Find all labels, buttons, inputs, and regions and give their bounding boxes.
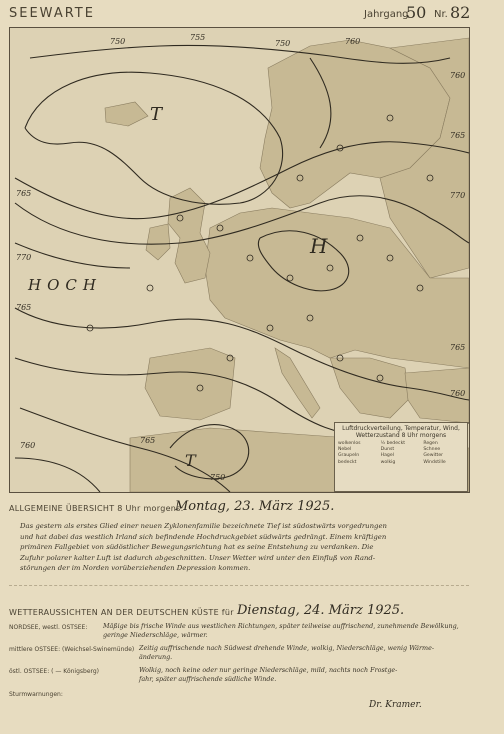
low-pressure-letter-north: T [150, 104, 163, 125]
volume-label: Jahrgang [364, 9, 409, 20]
legend-title-line1: Luftdruckverteilung, Temperatur, Wind, [342, 425, 460, 432]
overview-line: primären Fallgebiet von südöstlicher Bewegungsrichtung hat es seine Entstehung zu verdanken. Die [20, 543, 374, 552]
isobar-label: 755 [190, 33, 206, 42]
forecast-line: Zeitig auffrischende nach Südwest drehende Winde, wolkig, Niederschläge, wenig Wärme- [139, 644, 435, 652]
isobar-label: 765 [450, 343, 466, 352]
forecast-region: Sturmwarnungen: [9, 691, 63, 698]
isobar-label: 765 [450, 131, 466, 140]
iberia [145, 348, 235, 420]
legend-item: Schnee [423, 447, 441, 453]
signature: Dr. Kramer. [369, 700, 422, 710]
overview-line: Zufuhr polarer kalter Luft ist dadurch abgeschnitten. Unser Wetter wird unter den Einfluß von Rand- [20, 553, 376, 562]
legend-item: Dunst [380, 447, 395, 453]
legend-item: Hagel [380, 453, 394, 459]
forecast-line: fahr, später auffrischende südliche Winde. [139, 675, 277, 683]
isobar-label: 760 [450, 71, 466, 80]
overview-date: Montag, 23. März 1925. [175, 499, 335, 514]
forecast-line: Mäßige bis frische Winde aus westlichen Richtungen, später teilweise auffrischend, zunehmende Bewölkung, [103, 622, 459, 630]
isobar-label: 750 [110, 37, 126, 46]
isobar-label: 765 [16, 303, 32, 312]
legend-item: bedeckt [338, 459, 357, 465]
great-britain [168, 188, 210, 283]
isobar-label: 770 [16, 253, 32, 262]
legend-items [335, 439, 467, 468]
legend-title-line2: Wetterzustand 8 Uhr morgens [355, 432, 447, 439]
issue-number: 82 [450, 3, 471, 22]
volume-number: 50 [406, 3, 427, 22]
overview-line: und hat dabei das westlich Irland sich befindende Hochdruckgebiet südwärts gedrängt. Einem kräftigen [20, 532, 387, 541]
isobar-label: 765 [140, 436, 156, 445]
overview-line: Das gestern als erstes Glied einer neuen Zyklonenfamilie bezeichnete Tief ist südostwärts vorgedrungen [20, 522, 387, 530]
legend-item: Regen [423, 441, 438, 446]
forecast-label: WETTERAUSSICHTEN AN DER DEUTSCHEN KÜSTE für [9, 608, 234, 617]
issue-label: Nr. [434, 9, 448, 20]
isobar-line [25, 72, 283, 204]
isobar-line [15, 458, 100, 492]
balkans [330, 358, 410, 418]
station-marker [147, 285, 153, 291]
forecast-text [139, 644, 434, 662]
isobar-label: 760 [20, 441, 36, 450]
forecast-region: NORDSEE, westl. OSTSEE: [9, 624, 88, 631]
legend-item: ½ bedeckt [380, 441, 406, 446]
high-pressure-label: HOCH [28, 276, 102, 294]
overview-line: störungen der im Norden vorüberziehenden Depression kommen. [20, 564, 251, 573]
forecast-region: mittlere OSTSEE: (Weichsel-Swinemünde) [9, 646, 135, 653]
isobar-line [15, 243, 130, 268]
legend-item: Nebel [338, 447, 352, 453]
section-divider [9, 585, 469, 586]
forecast-text [139, 666, 397, 684]
low-pressure-letter-south: T [185, 451, 196, 470]
isobar-label: 750 [275, 39, 291, 48]
overview-text [20, 521, 468, 574]
isobar-label: 750 [210, 473, 226, 482]
high-pressure-letter: H [310, 234, 328, 258]
isobar-label: 760 [450, 389, 466, 398]
map-legend [334, 422, 468, 492]
forecast-line: geringe Niederschläge, wärmer. [103, 631, 208, 639]
iceland [105, 102, 148, 126]
isobar-label: 765 [16, 189, 32, 198]
forecast-region: östl. OSTSEE: ( — Königsberg) [9, 668, 100, 675]
forecast-line: änderung. [139, 653, 173, 661]
overview-label: ALLGEMEINE ÜBERSICHT 8 Uhr morgens: [9, 504, 184, 513]
legend-item: Windstille [423, 459, 446, 465]
publisher-title: SEEWARTE [9, 6, 95, 21]
legend-item: Graupeln [338, 453, 360, 459]
forecast-text [103, 622, 459, 640]
forecast-date: Dienstag, 24. März 1925. [237, 603, 405, 618]
legend-item: wolkig [380, 459, 396, 465]
legend-item: Gewitter [423, 453, 444, 459]
ireland [146, 224, 170, 260]
isobar-label: 770 [450, 191, 466, 200]
legend-item: wolkenlos [338, 441, 361, 446]
isobar-label: 760 [345, 37, 361, 46]
forecast-line: Wolkig, noch keine oder nur geringe Niederschläge, mild, nachts noch Frostge- [139, 666, 398, 674]
